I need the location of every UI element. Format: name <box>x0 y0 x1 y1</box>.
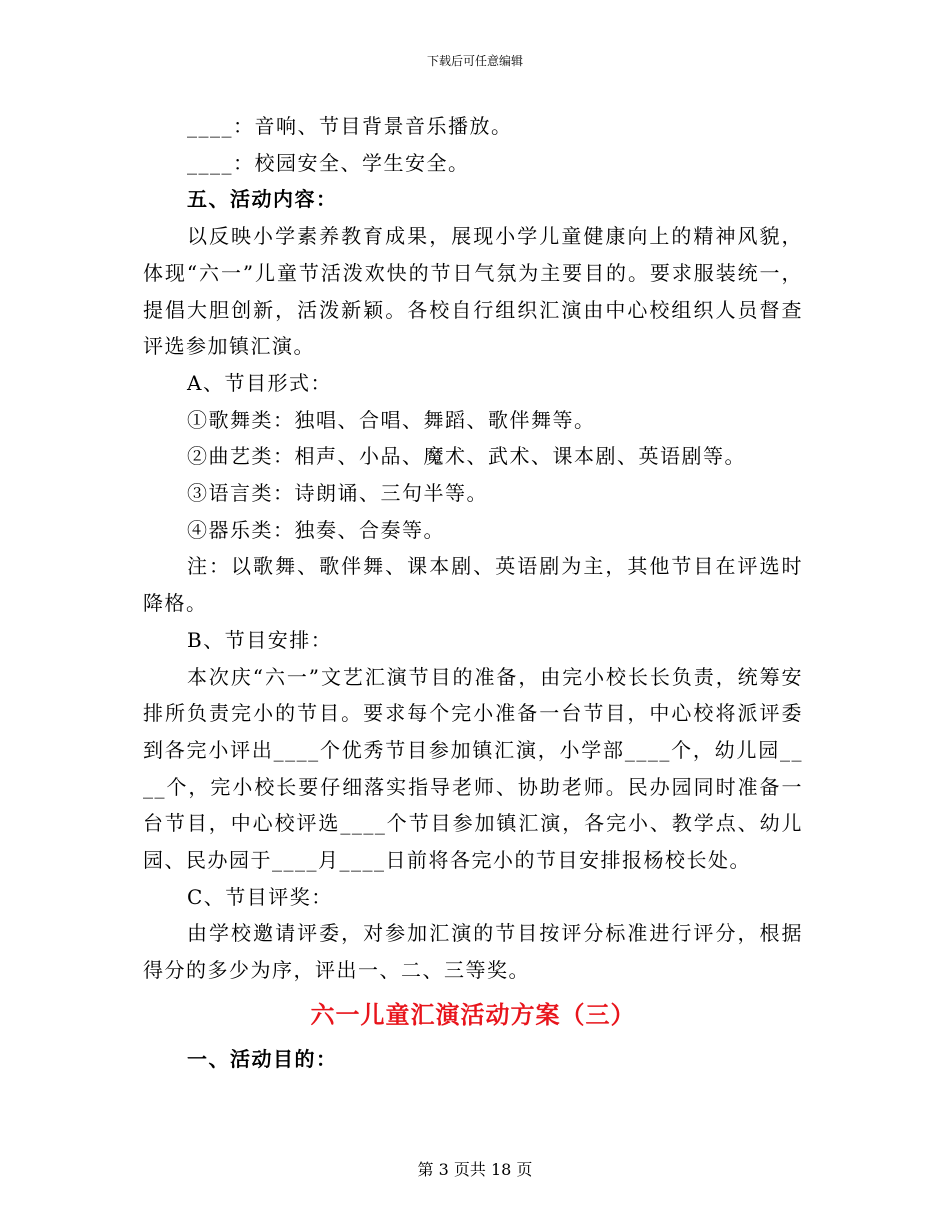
document-title: 六一儿童汇演活动方案（三） <box>310 999 636 1029</box>
list-item: ④器乐类：独奏、合奏等。 <box>187 517 445 542</box>
subsection-b-label: B、节目安排： <box>187 627 333 652</box>
subsection-c-paragraph: 由学校邀请评委，对参加汇演的节目按评分标准进行评分，根据得分的多少为序，评出一、二、三等奖。 <box>143 921 803 983</box>
note-paragraph: 注：以歌舞、歌伴舞、课本剧、英语剧为主，其他节目在评选时降格。 <box>143 554 803 616</box>
page-footer: 第 3 页共 18 页 <box>417 1160 533 1179</box>
list-item: ②曲艺类：相声、小品、魔术、武术、课本剧、英语剧等。 <box>187 444 746 469</box>
duty-line-audio: ____：音响、节目背景音乐播放。 <box>187 114 513 138</box>
subsection-b-paragraph: 本次庆“六一”文艺汇演节目的准备，由完小校长长负责，统筹安排所负责完小的节目。要求每个完小准备一台节目，中心校将派评委到各完小评出____个优秀节目参加镇汇演，小学部____个，幼儿园____个，完小校长要仔细落实指导老师、协助老师。民办园同时准备一台节目，中心校评选____个节目参加镇汇演，各完小、教学点、幼儿园、民办园于____月____日前将各完小的节目安排报杨校长处。 <box>143 664 803 873</box>
page-header: 下载后可任意编辑 <box>426 54 523 68</box>
section-5-heading: 五、活动内容： <box>187 187 338 212</box>
list-item: ①歌舞类：独唱、合唱、舞蹈、歌伴舞等。 <box>187 407 596 432</box>
section-5-paragraph: 以反映小学素养教育成果，展现小学儿童健康向上的精神风貌，体现“六一”儿童节活泼欢快的节日气氛为主要目的。要求服装统一，提倡大胆创新，活泼新颖。各校自行组织汇演由中心校组织人员督查评选参加镇汇演。 <box>143 224 803 359</box>
document-body <box>143 108 803 1078</box>
subsection-a-label: A、节目形式： <box>187 370 332 395</box>
section-1-heading: 一、活动目的： <box>187 1046 338 1071</box>
subsection-c-label: C、节目评奖： <box>187 884 333 909</box>
list-item: ③语言类：诗朗诵、三句半等。 <box>187 481 488 506</box>
duty-line-safety: ____：校园安全、学生安全。 <box>187 150 470 175</box>
